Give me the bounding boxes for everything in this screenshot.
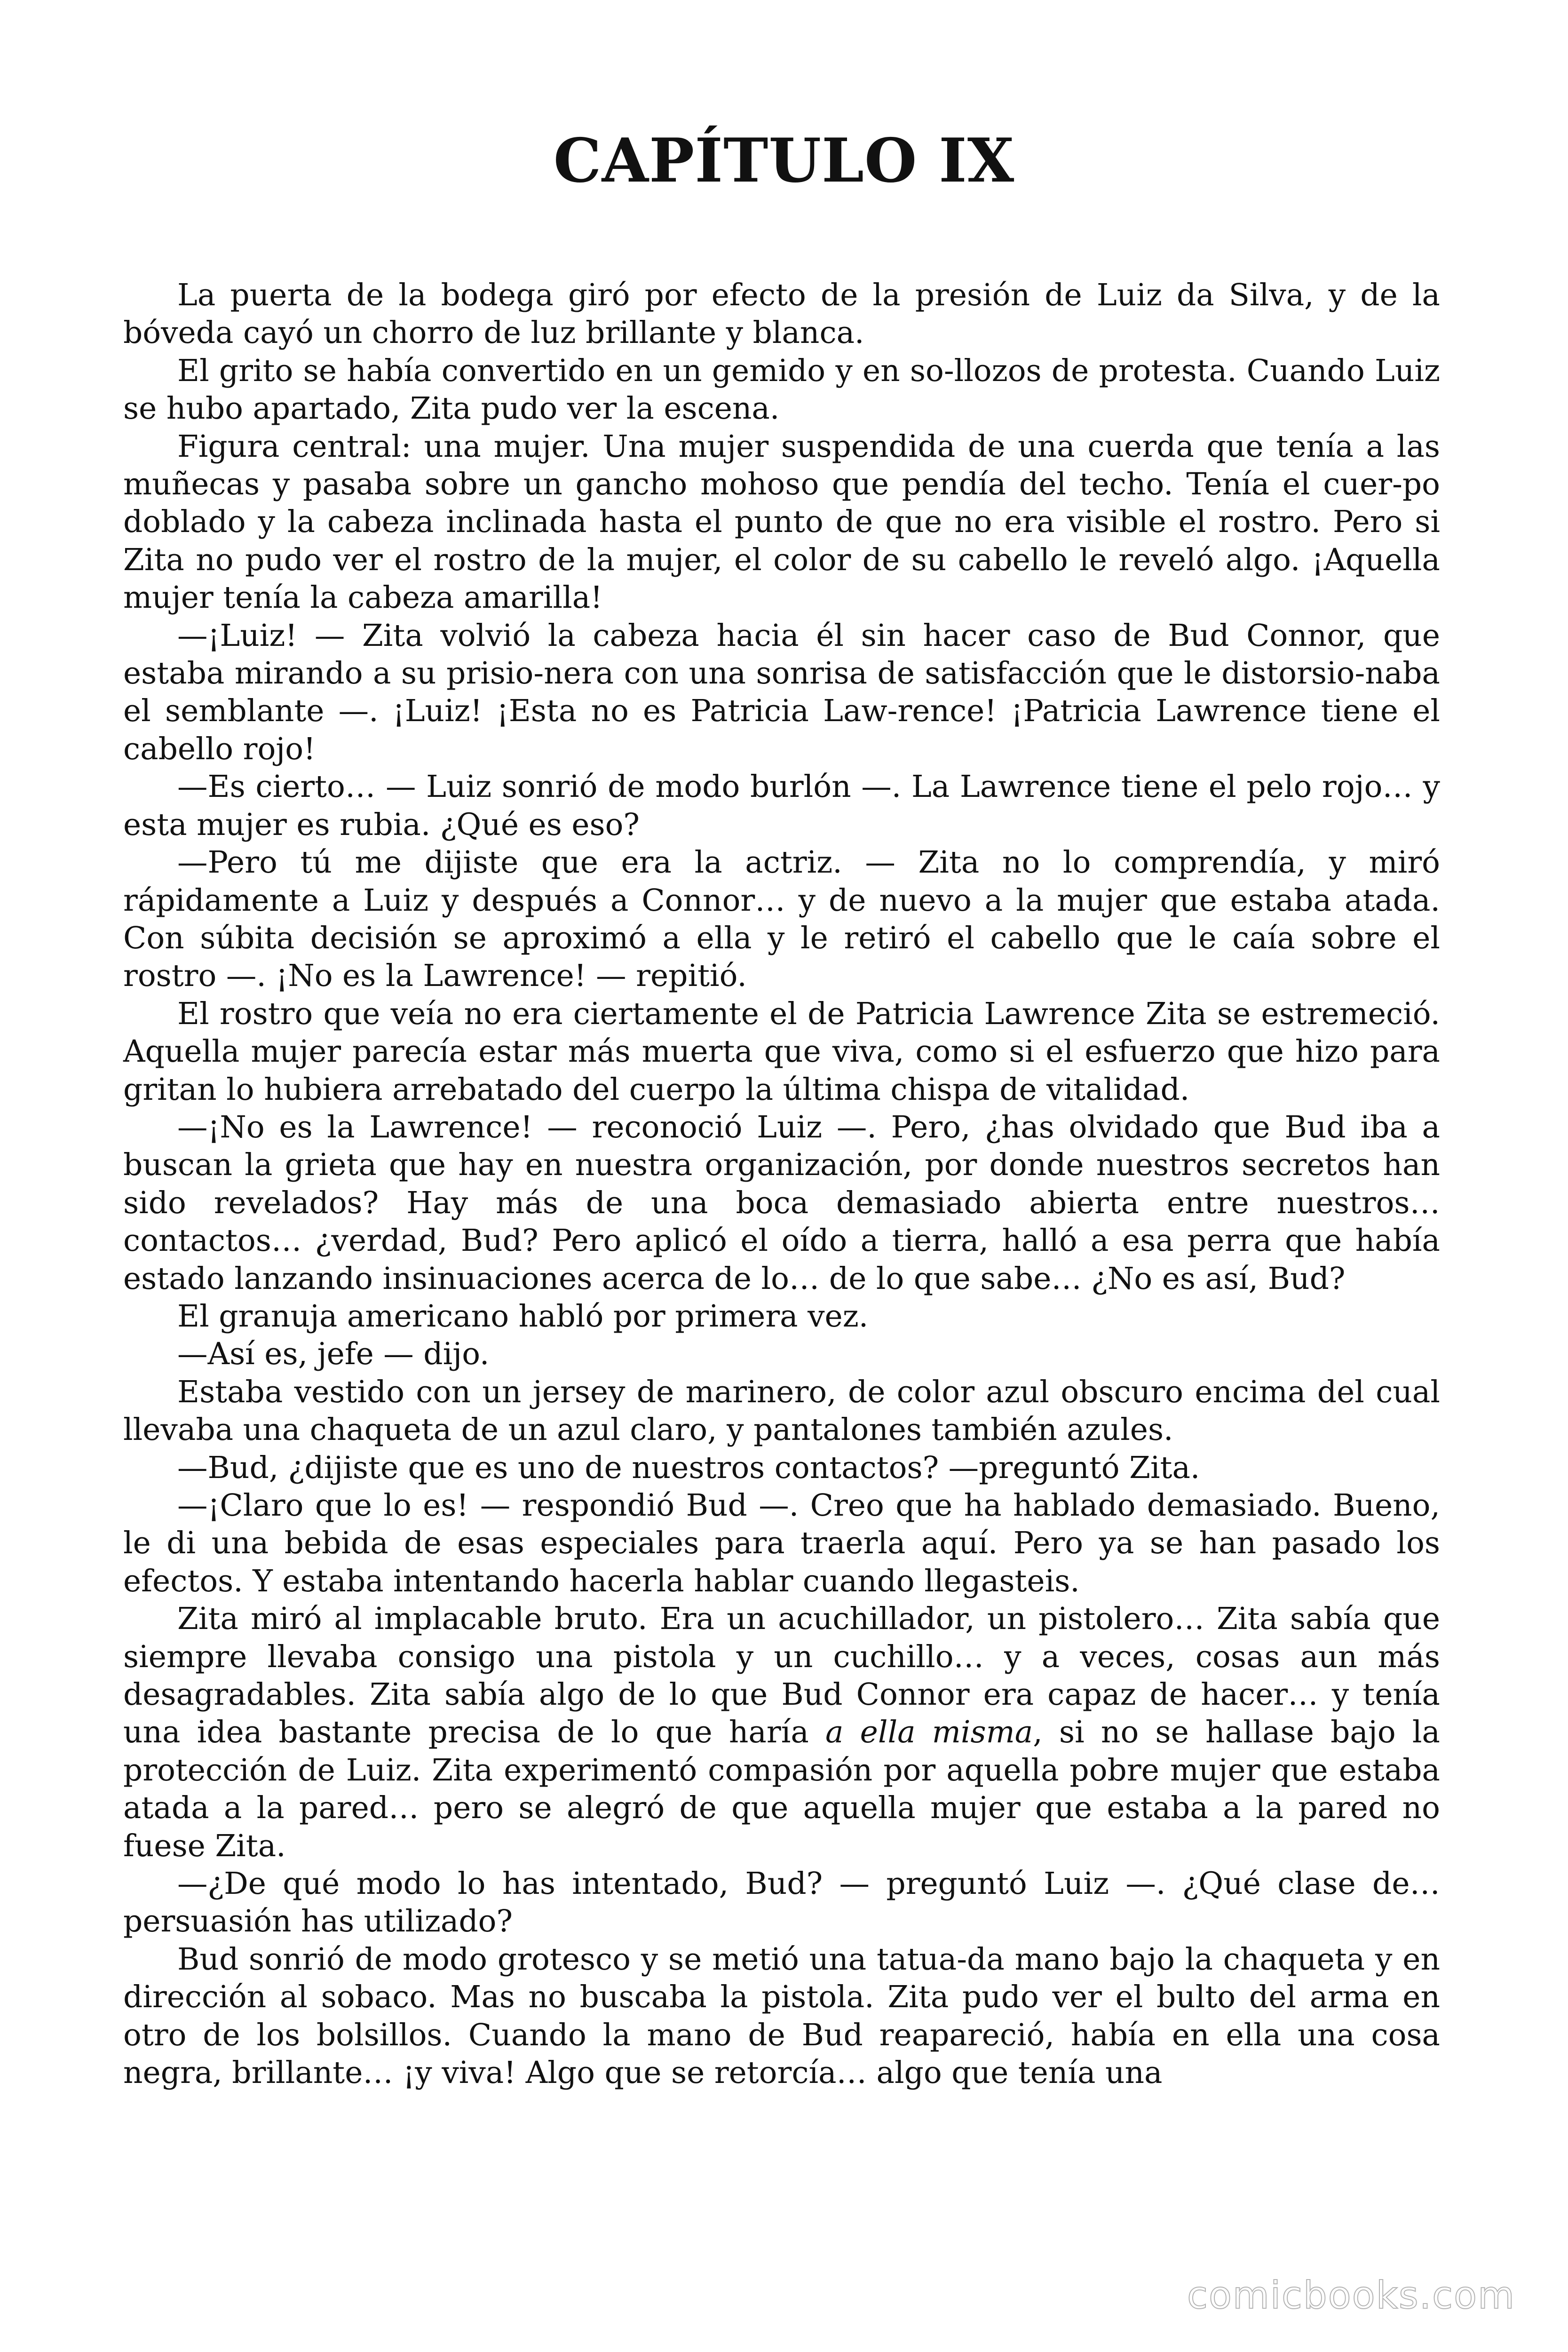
paragraph: —¿De qué modo lo has intentado, Bud? — preguntó Luiz —. ¿Qué clase de… persuasión has utilizado?: [123, 1866, 1440, 1939]
paragraph: [123, 1600, 1440, 1865]
paragraph: Figura central: una mujer. Una mujer suspendida de una cuerda que tenía a las muñecas y pasaba sobre un gancho mohoso que pendía del techo. Tenía el cuer-po doblado y la cabeza inclinada hasta el punto de que no era visible el rostro. Pero si Zita no pudo ver el rostro de la mujer, el color de su cabello le reveló algo. ¡Aquella mujer tenía la cabeza amarilla!: [123, 429, 1440, 616]
chapter-title: CAPÍTULO IX: [553, 126, 1015, 196]
paragraph: Bud sonrió de modo grotesco y se metió una tatua-da mano bajo la chaqueta y en dirección al sobaco. Mas no buscaba la pistola. Zita pudo ver el bulto del arma en otro de los bolsillos. Cuando la mano de Bud reapareció, había en ella una cosa negra, brillante… ¡y viva! Algo que se retorcía… algo que tenía una: [123, 1941, 1440, 2091]
emphasized-text: a ella misma: [825, 1715, 1033, 1750]
paragraph: La puerta de la bodega giró por efecto de la presión de Luiz da Silva, y de la bóveda cayó un chorro de luz brillante y blanca.: [123, 278, 1440, 351]
paragraph: —Bud, ¿dijiste que es uno de nuestros contactos? —preguntó Zita.: [177, 1450, 1200, 1486]
paragraph: —¡Luiz! — Zita volvió la cabeza hacia él sin hacer caso de Bud Connor, que estaba mirando a su prisio-nera con una sonrisa de satisfacción que le distorsio-naba el semblante —. ¡Luiz! ¡Esta no es Patricia Law-rence! ¡Patricia Lawrence tiene el cabello rojo!: [123, 618, 1440, 767]
paragraph: —¡Claro que lo es! — respondió Bud —. Creo que ha hablado demasiado. Bueno, le di una bebida de esas especiales para traerla aquí. Pero ya se han pasado los efectos. Y estaba intentando hacerla hablar cuando llegasteis.: [123, 1488, 1440, 1599]
paragraph-text: Zita miró al implacable bruto. Era un acuchillador, un pistolero… Zita sabía que siempre llevaba consigo una pistola y un cuchillo… y a veces, cosas aun más desagradables. Zita sabía algo de lo que Bud Connor era capaz de hacer… y tenía una idea bastante precisa de lo que haría: [123, 1601, 1440, 1750]
paragraph-text: , si no se hallase bajo la protección de Luiz. Zita experimentó compasión por aquella pobre mujer que estaba atada a la pared… pero se alegró de que aquella mujer que estaba a la pared no fuese Zita.: [123, 1715, 1440, 1864]
chapter-body: [123, 277, 1440, 2092]
paragraph: El granuja americano habló por primera vez.: [177, 1298, 869, 1334]
paragraph: El grito se había convertido en un gemido y en so-llozos de protesta. Cuando Luiz se hubo apartado, Zita pudo ver la escena.: [123, 353, 1440, 427]
paragraph: —Pero tú me dijiste que era la actriz. — Zita no lo comprendía, y miró rápidamente a Luiz y después a Connor… y de nuevo a la mujer que estaba atada. Con súbita decisión se aproximó a ella y le retiró el cabello que le caía sobre el rostro —. ¡No es la Lawrence! — repitió.: [123, 845, 1440, 994]
paragraph: —¡No es la Lawrence! — reconoció Luiz —. Pero, ¿has olvidado que Bud iba a buscan la grieta que hay en nuestra organización, por donde nuestros secretos han sido revelados? Hay más de una boca demasiado abierta entre nuestros… contactos… ¿verdad, Bud? Pero aplicó el oído a tierra, halló a esa perra que había estado lanzando insinuaciones acerca de lo… de lo que sabe… ¿No es así, Bud?: [123, 1109, 1440, 1296]
paragraph: El rostro que veía no era ciertamente el de Patricia Lawrence Zita se estremeció. Aquella mujer parecía estar más muerta que viva, como si el esfuerzo que hizo para gritan lo hubiera arrebatado del cuerpo la última chispa de vitalidad.: [123, 996, 1440, 1107]
paragraph: —Así es, jefe — dijo.: [177, 1336, 490, 1372]
paragraph: Estaba vestido con un jersey de marinero, de color azul obscuro encima del cual llevaba una chaqueta de un azul claro, y pantalones también azules.: [123, 1374, 1440, 1448]
paragraph: —Es cierto… — Luiz sonrió de modo burlón —. La Lawrence tiene el pelo rojo… y esta mujer es rubia. ¿Qué es eso?: [123, 769, 1440, 842]
watermark: comicbooks.com: [1187, 2273, 1515, 2317]
